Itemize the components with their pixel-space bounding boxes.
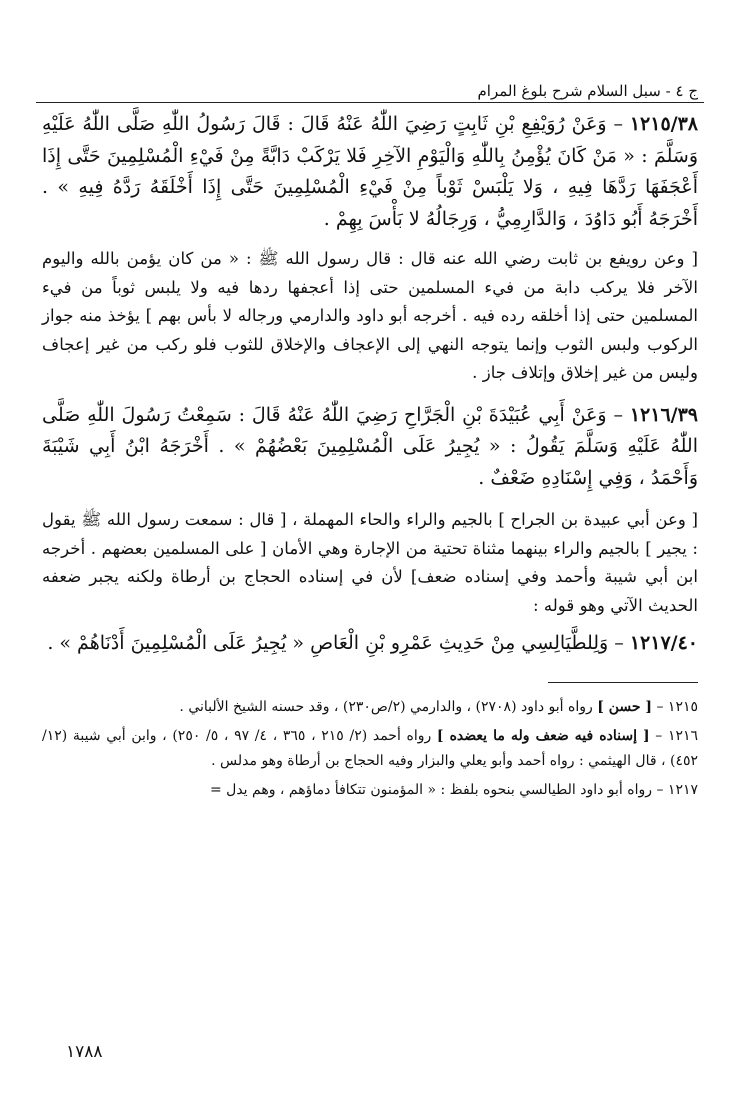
- hadith-1217: [42, 628, 698, 660]
- commentary-1216: [ وعن أبي عبيدة بن الجراح ] بالجيم والراء والحاء المهملة ، [ قال : سمعت رسول الله ﷺ يقول : يجير ] بالجيم والراء بينهما مثناة تحتية من الإجارة وهي الأمان [ على المسلمين بعضهم . أخرجه ابن أبي شيبة وأحمد وفي إسناده ضعف] لأن في إسناده الحجاج بن أرطاة ولكنه يجبر ضعفه الحديث الآتي وهو قوله :: [42, 510, 698, 615]
- hadith-1215: [42, 109, 698, 235]
- footnote-1217: ١٢١٧ – رواه أبو داود الطيالسي بنحوه بلفظ : « المؤمنون تتكافأ دماؤهم ، وهم يدل =: [209, 781, 698, 798]
- hadith-number: ١٢١٧/٤٠: [629, 632, 698, 654]
- footnotes: [42, 695, 698, 803]
- footnote-text: رواه أحمد (٢/ ٢١٥ ، ٣٦٥ ، ٤/ ٩٧ ، ٥/ ٢٥٠) ، وابن أبي شيبة (١٢/ ٤٥٢) ، قال الهيثمي : رواه أحمد وأبو يعلي والبزار وفيه الحجاج بن أرطاة وهو مدلس .: [42, 727, 698, 769]
- hadith-number: ١٢١٥/٣٨: [629, 113, 698, 135]
- hadith-1216: [42, 400, 698, 495]
- footnote-1215: ١٢١٥ – [ حسن ] رواه أبو داود (٢٧٠٨) ، والدارمي (٢/ص٢٣٠) ، وقد حسنه الشيخ الألباني .: [179, 698, 698, 715]
- footnote-number: ١٢١٥: [667, 698, 698, 715]
- footnote-grade: [ حسن ]: [597, 698, 653, 715]
- footnote-grade: [ إسناده فيه ضعف وله ما يعضده ]: [436, 727, 650, 744]
- hadith-text: – وَعَنْ أَبِي عُبَيْدَةَ بْنِ الْجَرَّاحِ رَضِيَ اللّٰهُ عَنْهُ قَالَ : سَمِعْتُ رَسُولَ اللّٰهِ صَلَّى اللّٰهُ عَلَيْهِ وَسَلَّمَ يَقُولُ : « يُجِيرُ عَلَى الْمُسْلِمِينَ بَعْضُهُمْ » . أَخْرَجَهُ ابْنُ أَبِي شَيْبَةَ وَأَحْمَدُ ، وَفِي إِسْنَادِهِ ضَعْفٌ .: [42, 403, 698, 489]
- running-title: ج ٤ - سبل السلام شرح بلوغ المرام: [477, 82, 698, 100]
- footnote-text: رواه أبو داود (٢٧٠٨) ، والدارمي (٢/ص٢٣٠) ، وقد حسنه الشيخ الألباني .: [179, 698, 593, 715]
- header-rule: [36, 102, 704, 103]
- hadith-number: ١٢١٦/٣٩: [629, 403, 698, 426]
- page-number: ١٧٨٨: [66, 1042, 103, 1062]
- commentary-1215: [ وعن رويفع بن ثابت رضي الله عنه قال : قال رسول الله ﷺ : « من كان يؤمن بالله واليوم الآخر فلا يركب دابة من فيء المسلمين حتى إذا أعجفها ردها فيه ولا يلبس ثوباً من فيء المسلمين حتى إذا أخلقه رده فيه . أخرجه أبو داود والدارمي ورجاله لا بأس بهم ] يؤخذ منه جواز الركوب ولبس الثوب وإنما يتوجه النهي إلى الإعجاف والإخلاق للثوب فلو ركب من غير إعجاف وليس من غير إخلاق وإتلاف جاز .: [42, 249, 698, 382]
- footnote-text: رواه أبو داود الطيالسي بنحوه بلفظ : « المؤمنون تتكافأ دماؤهم ، وهم يدل =: [209, 781, 653, 798]
- footnote-number: ١٢١٦: [667, 727, 699, 744]
- page-header: [42, 66, 698, 102]
- footnote-number: ١٢١٧: [667, 781, 698, 798]
- hadith-text: – وَلِلطَّيَالِسِي مِنْ حَدِيثِ عَمْرِو بْنِ الْعَاصِ « يُجِيرُ عَلَى الْمُسْلِمِينَ أَدْنَاهُمْ » .: [47, 632, 624, 654]
- footnote-rule: [548, 682, 698, 683]
- book-page: [42, 66, 698, 1076]
- footnote-1216: ١٢١٦ – [ إسناده فيه ضعف وله ما يعضده ] رواه أحمد (٢/ ٢١٥ ، ٣٦٥ ، ٤/ ٩٧ ، ٥/ ٢٥٠) ، وابن أبي شيبة (١٢/ ٤٥٢) ، قال الهيثمي : رواه أحمد وأبو يعلي والبزار وفيه الحجاج بن أرطاة وهو مدلس .: [42, 727, 699, 769]
- hadith-text: – وَعَنْ رُوَيْفِعِ بْنِ ثَابِتٍ رَضِيَ اللّٰهُ عَنْهُ قَالَ : قَالَ رَسُولُ اللّٰهِ صَلَّى اللّٰهُ عَلَيْهِ وَسَلَّمَ : « مَنْ كَانَ يُؤْمِنُ بِاللّٰهِ وَالْيَوْمِ الآخِرِ فَلا يَرْكَبْ دَابَّةً مِنْ فَيْءِ الْمُسْلِمِينَ حَتَّى إِذَا أَعْجَفَهَا رَدَّهَا فِيهِ ، وَلا يَلْبَسْ ثَوْباً مِنْ فَيْءِ الْمُسْلِمِينَ حَتَّى إِذَا أَخْلَقَهُ رَدَّهُ فِيهِ » . أَخْرَجَهُ أَبُو دَاوُدَ ، وَالدَّارِمِيُّ ، وَرِجَالُهُ لا بَأْسَ بِهِمْ .: [42, 113, 698, 230]
